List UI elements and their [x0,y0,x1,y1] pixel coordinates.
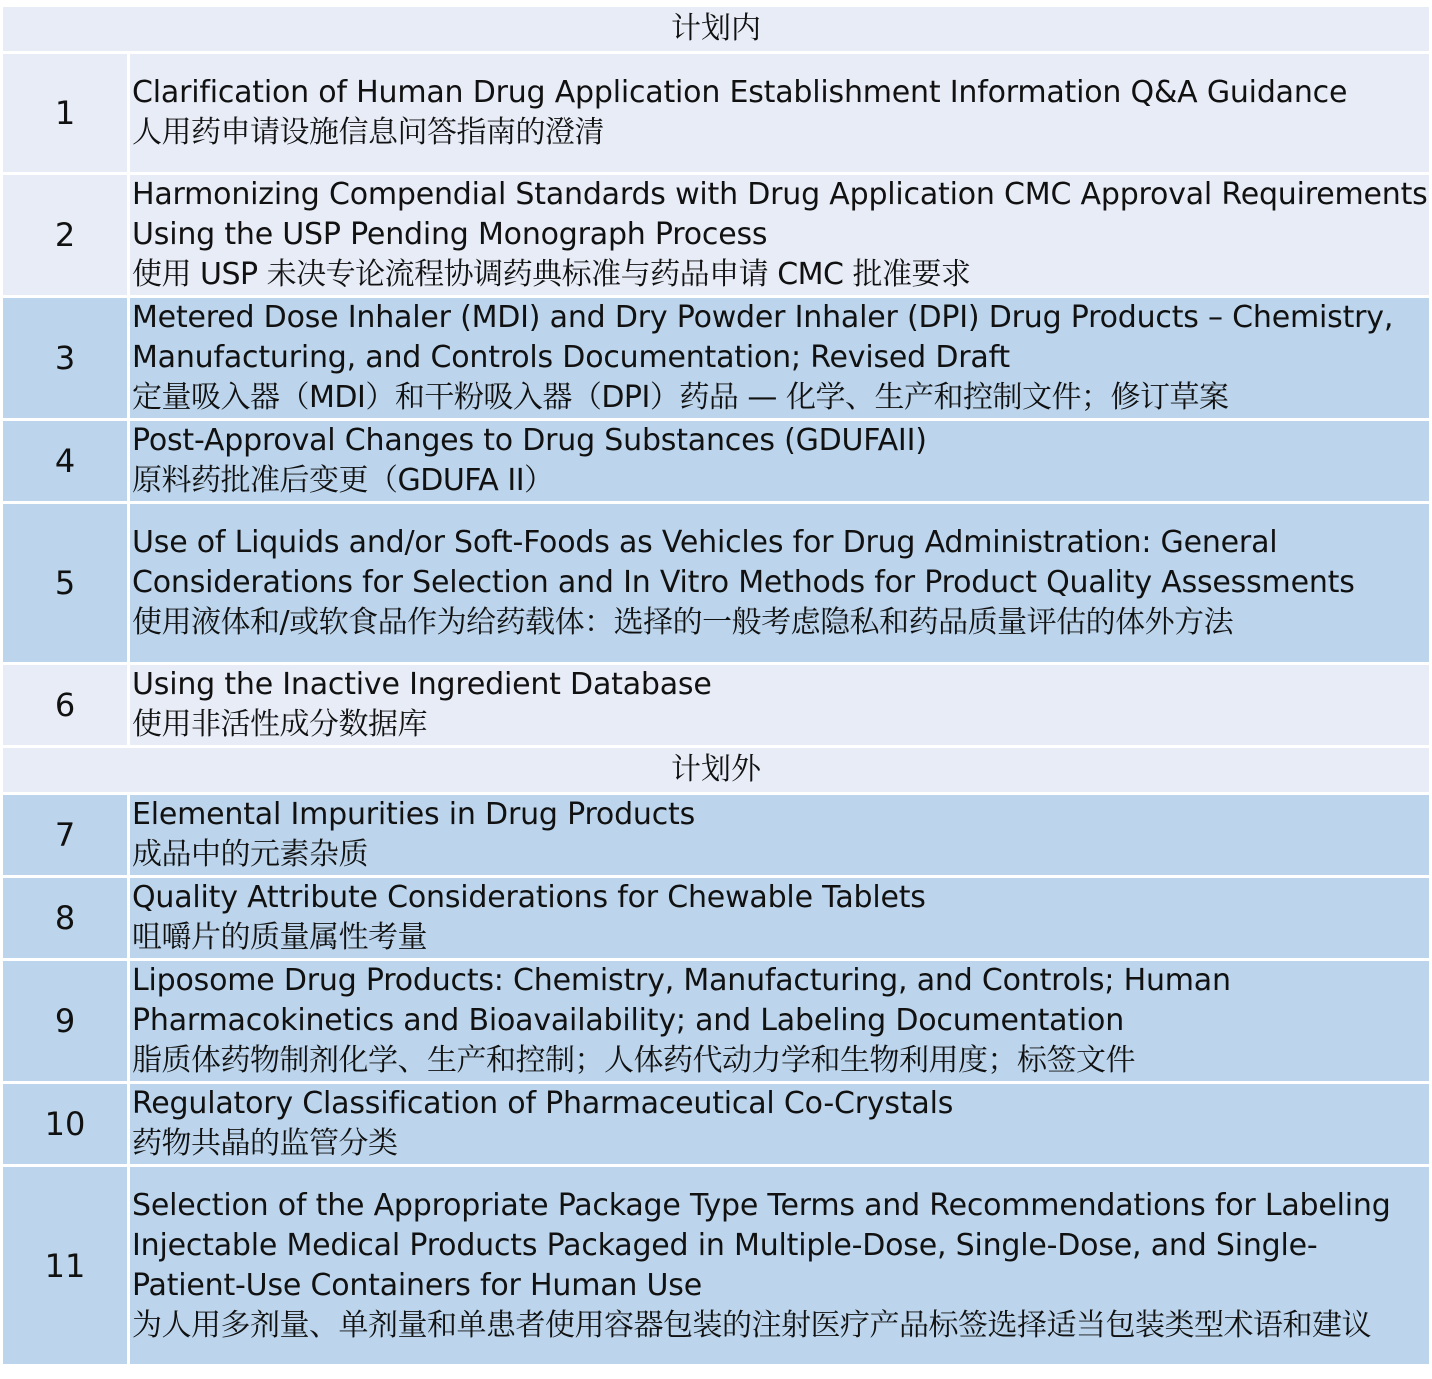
row-content [129,1083,1431,1166]
section-title: 计划外 [2,747,1431,794]
row-content [129,1166,1431,1366]
row-number: 9 [2,960,129,1083]
guidance-title-zh: 为人用多剂量、单剂量和单患者使用容器包装的注射医疗产品标签选择适当包装类型术语和建议 [132,1307,1371,1343]
row-content [129,960,1431,1083]
guidance-title-zh: 药物共晶的监管分类 [132,1126,398,1161]
row-number: 1 [2,53,129,174]
section-header-planned [2,6,1431,53]
guidance-title-zh: 使用液体和/或软食品作为给药载体：选择的一般考虑隐私和药品质量评估的体外方法 [132,605,1234,640]
table-row [2,297,1431,420]
guidance-title-zh: 成品中的元素杂质 [132,837,368,872]
section-title: 计划内 [2,6,1431,53]
guidance-title-zh: 咀嚼片的质量属性考量 [132,920,427,955]
guidance-title-en: Using the Inactive Ingredient Database [132,667,712,702]
row-content [129,877,1431,960]
row-number: 5 [2,503,129,664]
table-row [2,877,1431,960]
guidance-title-zh: 原料药批准后变更（GDUFA II） [132,463,554,498]
guidance-table [0,4,1432,1367]
row-number: 2 [2,174,129,297]
guidance-title-en: Metered Dose Inhaler (MDI) and Dry Powder Inhaler (DPI) Drug Products – Chemistry, Manufacturing, and Controls Documentation; Revised Draft [132,300,1394,375]
table-row [2,1166,1431,1366]
row-content [129,503,1431,664]
row-number: 10 [2,1083,129,1166]
guidance-title-zh: 脂质体药物制剂化学、生产和控制；人体药代动力学和生物利用度；标签文件 [132,1043,1135,1078]
row-content [129,297,1431,420]
guidance-title-en: Liposome Drug Products: Chemistry, Manufacturing, and Controls; Human Pharmacokinetics and Bioavailability; and Labeling Documentation [132,963,1231,1038]
guidance-title-en: Quality Attribute Considerations for Chewable Tablets [132,880,926,915]
row-number: 6 [2,664,129,747]
guidance-title-en: Selection of the Appropriate Package Type Terms and Recommendations for Labeling Injectable Medical Products Packaged in Multiple-Dose, Single-Dose, and Single-Patient-Use Containers for Human Use [132,1187,1391,1303]
section-header-unplanned [2,747,1431,794]
table-row [2,794,1431,877]
guidance-title-en: Harmonizing Compendial Standards with Drug Application CMC Approval Requirements Using the USP Pending Monograph Process [132,177,1428,252]
table-row [2,174,1431,297]
row-number: 8 [2,877,129,960]
guidance-title-en: Regulatory Classification of Pharmaceutical Co-Crystals [132,1086,954,1121]
guidance-title-en: Elemental Impurities in Drug Products [132,797,696,832]
guidance-title-en: Use of Liquids and/or Soft-Foods as Vehicles for Drug Administration: General Considerations for Selection and In Vitro Methods for Product Quality Assessments [132,525,1355,600]
guidance-title-zh: 人用药申请设施信息问答指南的澄清 [132,115,604,150]
row-number: 11 [2,1166,129,1366]
row-content [129,53,1431,174]
guidance-title-zh: 使用非活性成分数据库 [132,707,427,742]
table-row [2,420,1431,503]
table-row [2,1083,1431,1166]
table-row [2,503,1431,664]
row-number: 4 [2,420,129,503]
guidance-title-zh: 使用 USP 未决专论流程协调药典标准与药品申请 CMC 批准要求 [132,257,971,292]
guidance-title-en: Post-Approval Changes to Drug Substances (GDUFAII) [132,423,927,458]
row-content [129,420,1431,503]
guidance-title-zh: 定量吸入器（MDI）和干粉吸入器（DPI）药品 — 化学、生产和控制文件；修订草案 [132,380,1229,415]
row-number: 7 [2,794,129,877]
row-content [129,664,1431,747]
table-row [2,53,1431,174]
row-content [129,794,1431,877]
table-row [2,960,1431,1083]
row-number: 3 [2,297,129,420]
guidance-title-en: Clarification of Human Drug Application Establishment Information Q&A Guidance [132,75,1348,110]
row-content [129,174,1431,297]
table-row [2,664,1431,747]
